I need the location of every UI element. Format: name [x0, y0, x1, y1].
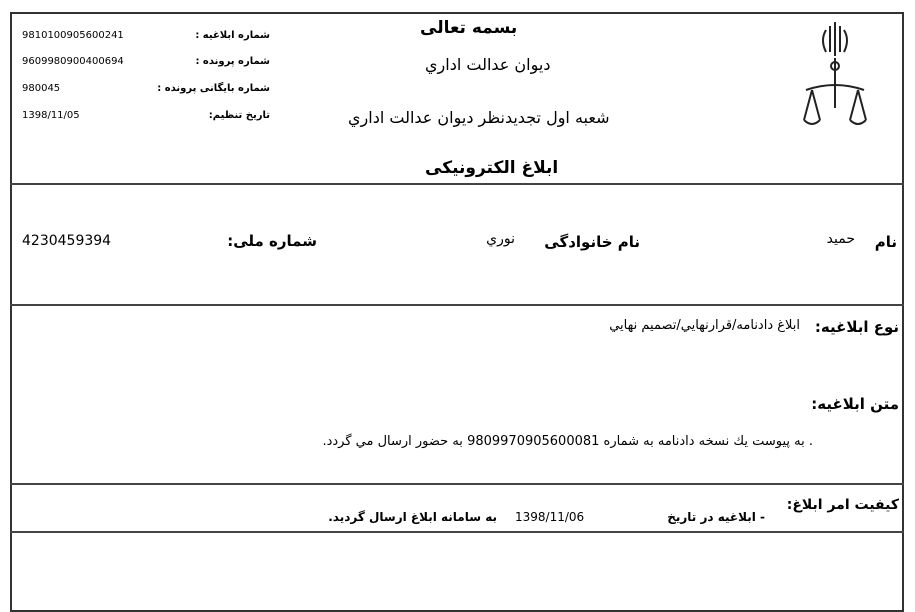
divider — [10, 183, 904, 185]
notice-text-label: متن ابلاغیه: — [811, 395, 899, 413]
notice-number-label: شماره ابلاغیه : — [195, 30, 270, 41]
case-number-value: 9609980900400694 — [22, 56, 124, 67]
delivery-prefix: - ابلاغیه در تاریخ — [667, 510, 765, 524]
notice-number-value: 9810100905600241 — [22, 30, 124, 41]
archive-number-value: 980045 — [22, 83, 61, 94]
divider — [10, 304, 904, 306]
notice-type-value: ابلاغ دادنامه/قرارنهايي/تصميم نهايي — [609, 318, 800, 333]
branch-name: شعبه اول تجديدنظر ديوان عدالت اداري — [348, 108, 610, 127]
archive-number-label: شماره بایگانی پرونده : — [157, 83, 270, 94]
name-value: حميد — [826, 231, 855, 247]
court-name: ديوان عدالت اداري — [425, 55, 551, 74]
national-id-value: 4230459394 — [22, 233, 112, 249]
family-name-value: نوري — [486, 231, 515, 247]
notice-type-label: نوع ابلاغیه: — [814, 318, 899, 336]
case-number-label: شماره پرونده : — [195, 56, 270, 67]
name-label: نام — [874, 233, 897, 251]
national-id-label: شماره ملی: — [227, 232, 317, 250]
delivery-date: 1398/11/06 — [515, 510, 585, 524]
notice-text-value: . به پيوست يك نسخه دادنامه به شماره 9809970905600081 به حضور ارسال مي گردد. — [322, 434, 813, 449]
emblem-icon — [800, 18, 870, 128]
delivery-suffix: به سامانه ابلاغ ارسال گردید. — [328, 510, 497, 524]
divider — [10, 531, 904, 533]
issue-date-value: 1398/11/05 — [22, 110, 80, 121]
bismillah: بسمه تعالی — [420, 18, 518, 38]
family-name-label: نام خانوادگی — [544, 233, 640, 251]
document-title: ابلاغ الکترونیکی — [425, 158, 559, 178]
issue-date-label: تاریخ تنظیم: — [208, 110, 270, 121]
divider — [10, 483, 904, 485]
delivery-label: کیفیت امر ابلاغ: — [786, 497, 899, 513]
